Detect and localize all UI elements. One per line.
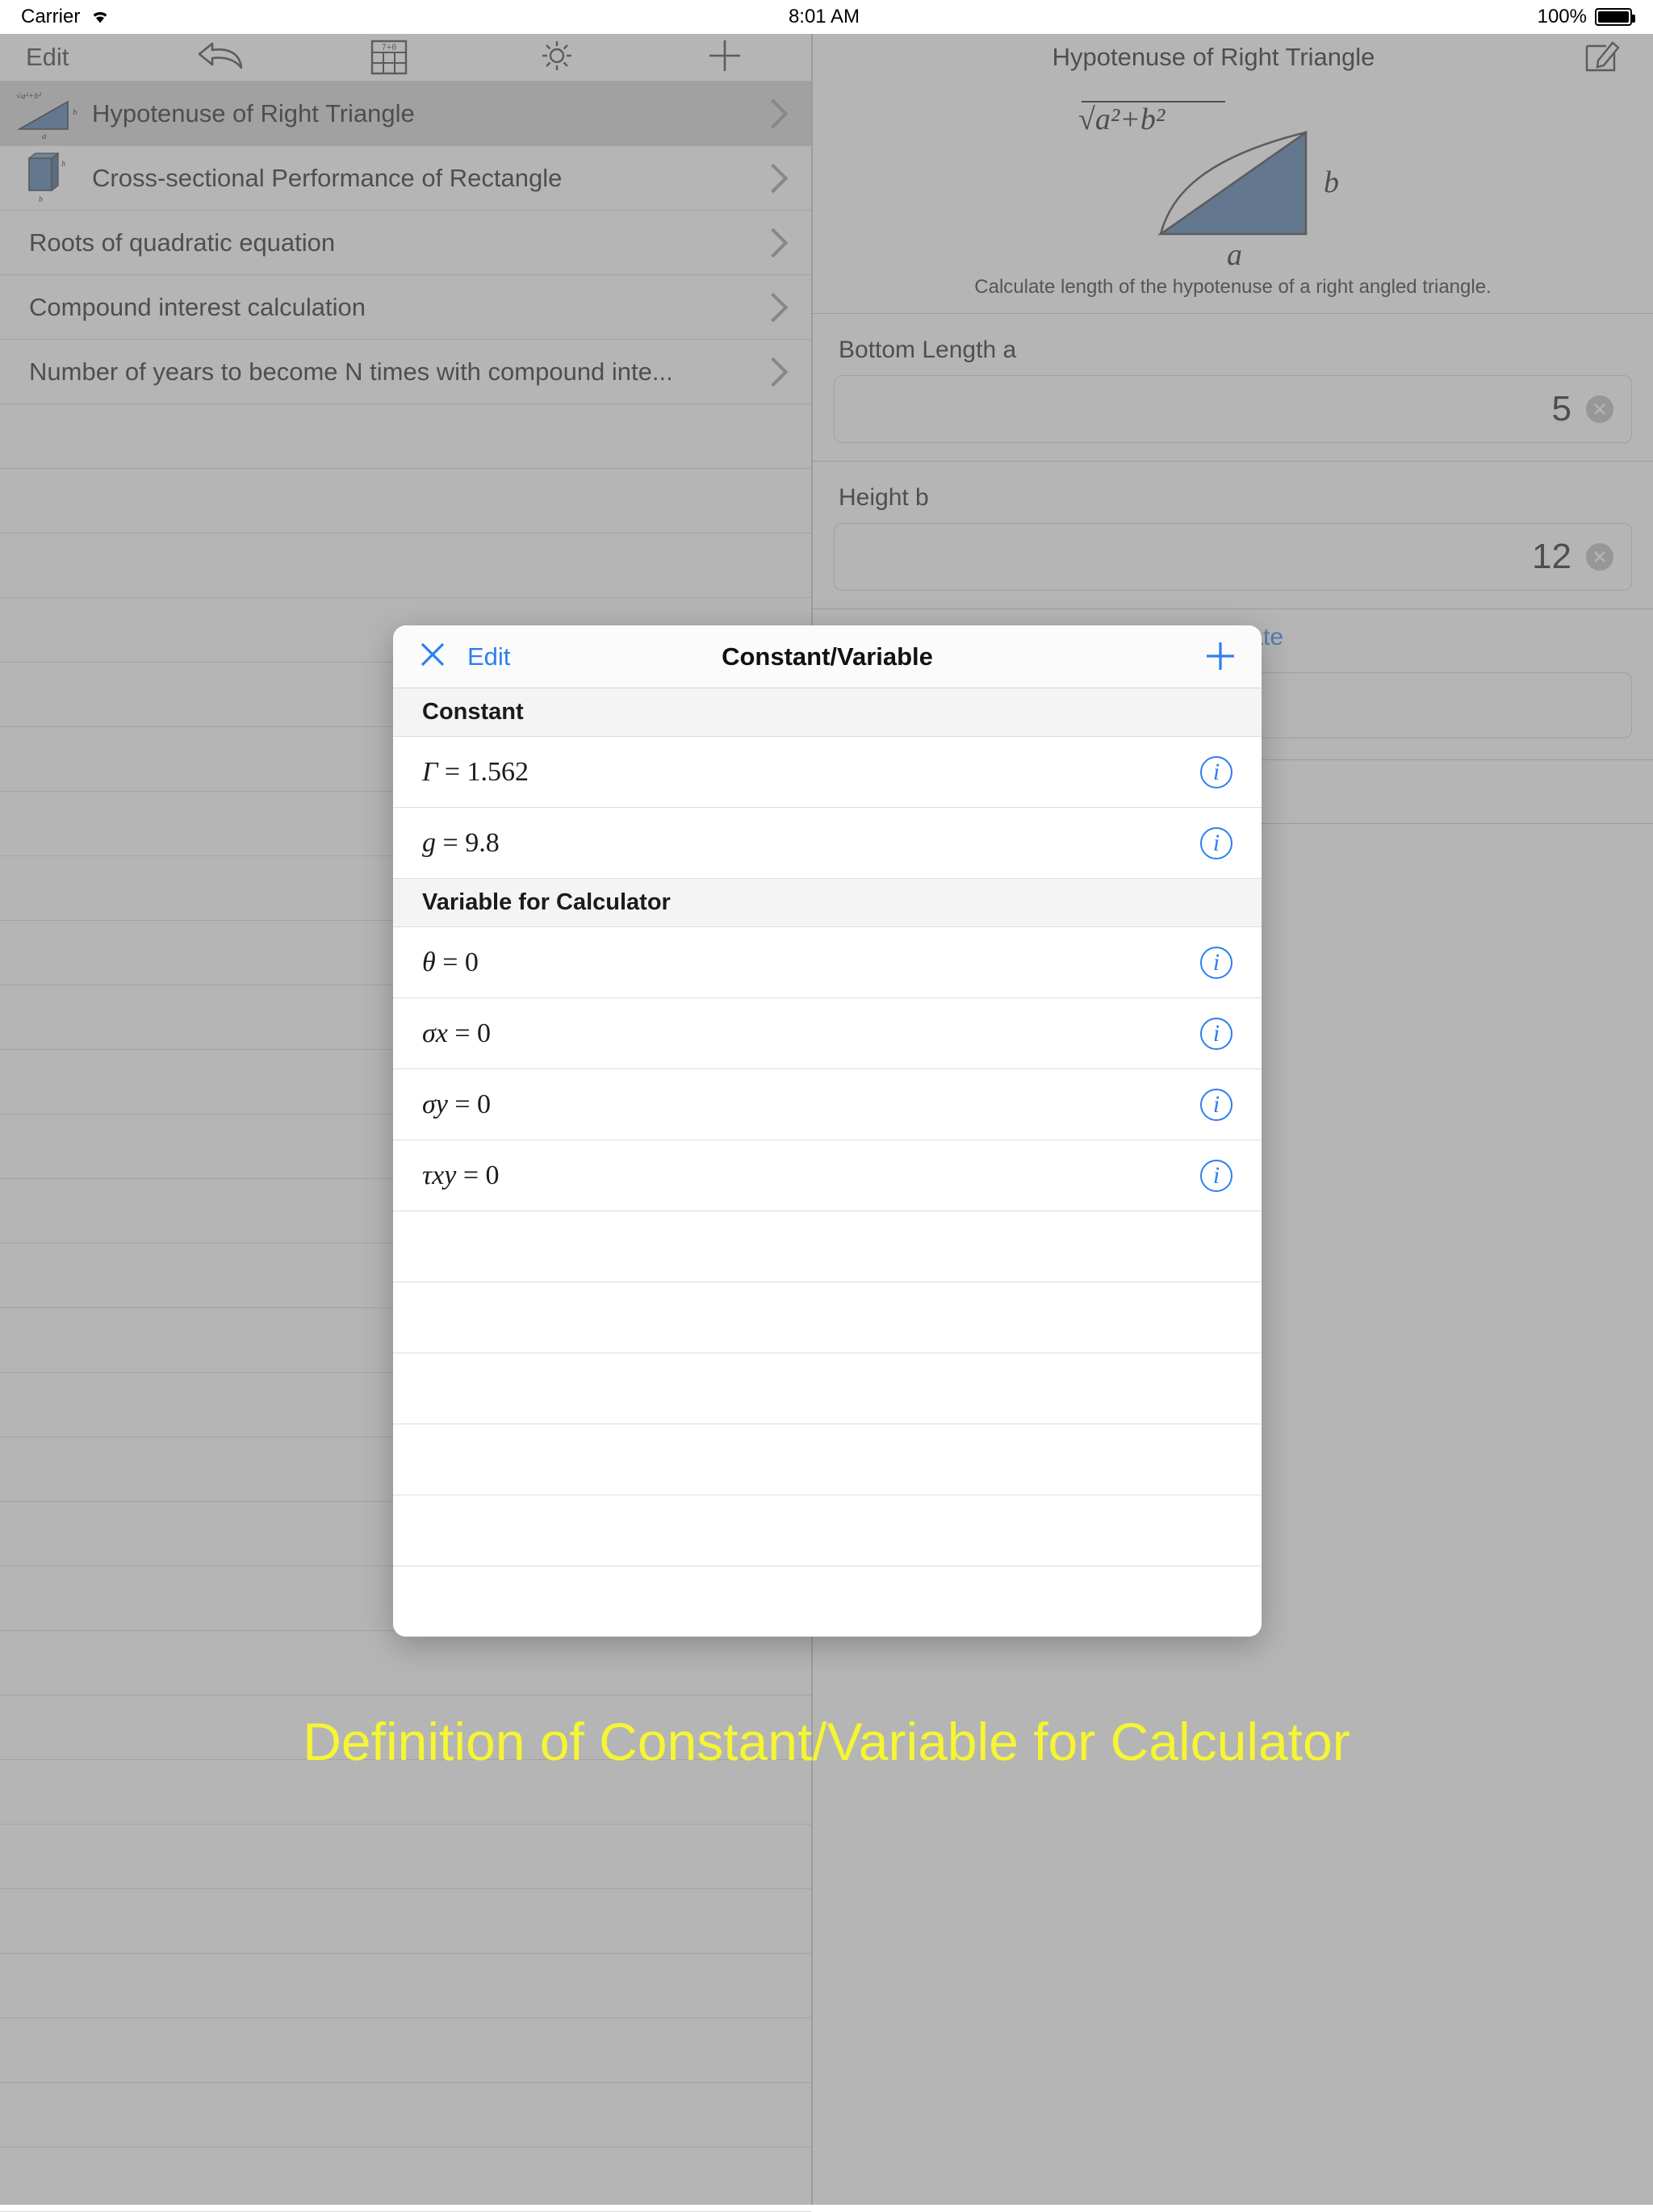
close-x-icon[interactable]: [416, 638, 450, 675]
variable-row[interactable]: [393, 998, 1262, 1069]
constant-symbol: g: [422, 827, 436, 858]
status-bar-left: [21, 6, 111, 28]
constant-value: 1.562: [467, 756, 529, 787]
split-view: [0, 34, 1653, 2205]
modal-row-empty: [393, 1495, 1262, 1566]
modal-row-empty: [393, 1424, 1262, 1495]
modal-row-empty: [393, 1211, 1262, 1282]
plus-icon[interactable]: [1202, 638, 1239, 676]
battery-full-icon: [1595, 8, 1632, 26]
constant-variable-modal: [393, 625, 1262, 1637]
modal-edit-button[interactable]: Edit: [467, 642, 511, 671]
modal-header-right: [1053, 638, 1239, 676]
variable-value: 0: [485, 1160, 500, 1190]
constant-expression: [422, 828, 1200, 859]
variable-expression: [422, 947, 1200, 978]
wifi-icon: [90, 9, 111, 25]
caption-overlay: Definition of Constant/Variable for Calculator: [303, 1712, 1350, 1771]
constant-row[interactable]: [393, 737, 1262, 808]
equals-sign: =: [462, 1160, 479, 1190]
modal-row-empty: [393, 1353, 1262, 1424]
status-bar: [0, 0, 1653, 34]
carrier-label: Carrier: [21, 6, 81, 27]
modal-title: Constant/Variable: [722, 642, 933, 671]
equals-sign: =: [454, 1089, 471, 1119]
status-bar-right: [1538, 6, 1632, 28]
variable-symbol: τxy: [422, 1160, 457, 1190]
variable-symbol: σx: [422, 1018, 448, 1048]
modal-row-empty: [393, 1282, 1262, 1353]
variable-expression: [422, 1089, 1200, 1120]
info-circle-icon[interactable]: i: [1200, 1018, 1232, 1050]
info-circle-icon[interactable]: i: [1200, 756, 1232, 788]
info-circle-icon[interactable]: i: [1200, 1160, 1232, 1192]
section-header-constant: Constant: [393, 688, 1262, 737]
variable-row[interactable]: [393, 1140, 1262, 1211]
info-circle-icon[interactable]: i: [1200, 827, 1232, 859]
constant-expression: [422, 757, 1200, 788]
equals-sign: =: [454, 1018, 471, 1048]
constant-row[interactable]: [393, 808, 1262, 879]
modal-header-left: [416, 638, 601, 675]
constant-symbol: Γ: [422, 756, 438, 787]
clock-label: 8:01 AM: [788, 6, 860, 27]
modal-row-empty: [393, 1566, 1262, 1637]
equals-sign: =: [442, 827, 458, 858]
variable-row[interactable]: [393, 927, 1262, 998]
modal-header: [393, 625, 1262, 688]
equals-sign: =: [442, 947, 458, 977]
variable-symbol: σy: [422, 1089, 448, 1119]
constant-value: 9.8: [465, 827, 500, 858]
section-header-variable: Variable for Calculator: [393, 879, 1262, 927]
variable-value: 0: [477, 1089, 492, 1119]
info-circle-icon[interactable]: i: [1200, 947, 1232, 979]
variable-value: 0: [464, 947, 479, 977]
variable-expression: [422, 1018, 1200, 1049]
variable-row[interactable]: [393, 1069, 1262, 1140]
variable-value: 0: [477, 1018, 492, 1048]
variable-symbol: θ: [422, 947, 436, 977]
variable-expression: [422, 1160, 1200, 1191]
equals-sign: =: [444, 756, 461, 787]
info-circle-icon[interactable]: i: [1200, 1089, 1232, 1121]
battery-percent-label: 100%: [1537, 6, 1587, 27]
